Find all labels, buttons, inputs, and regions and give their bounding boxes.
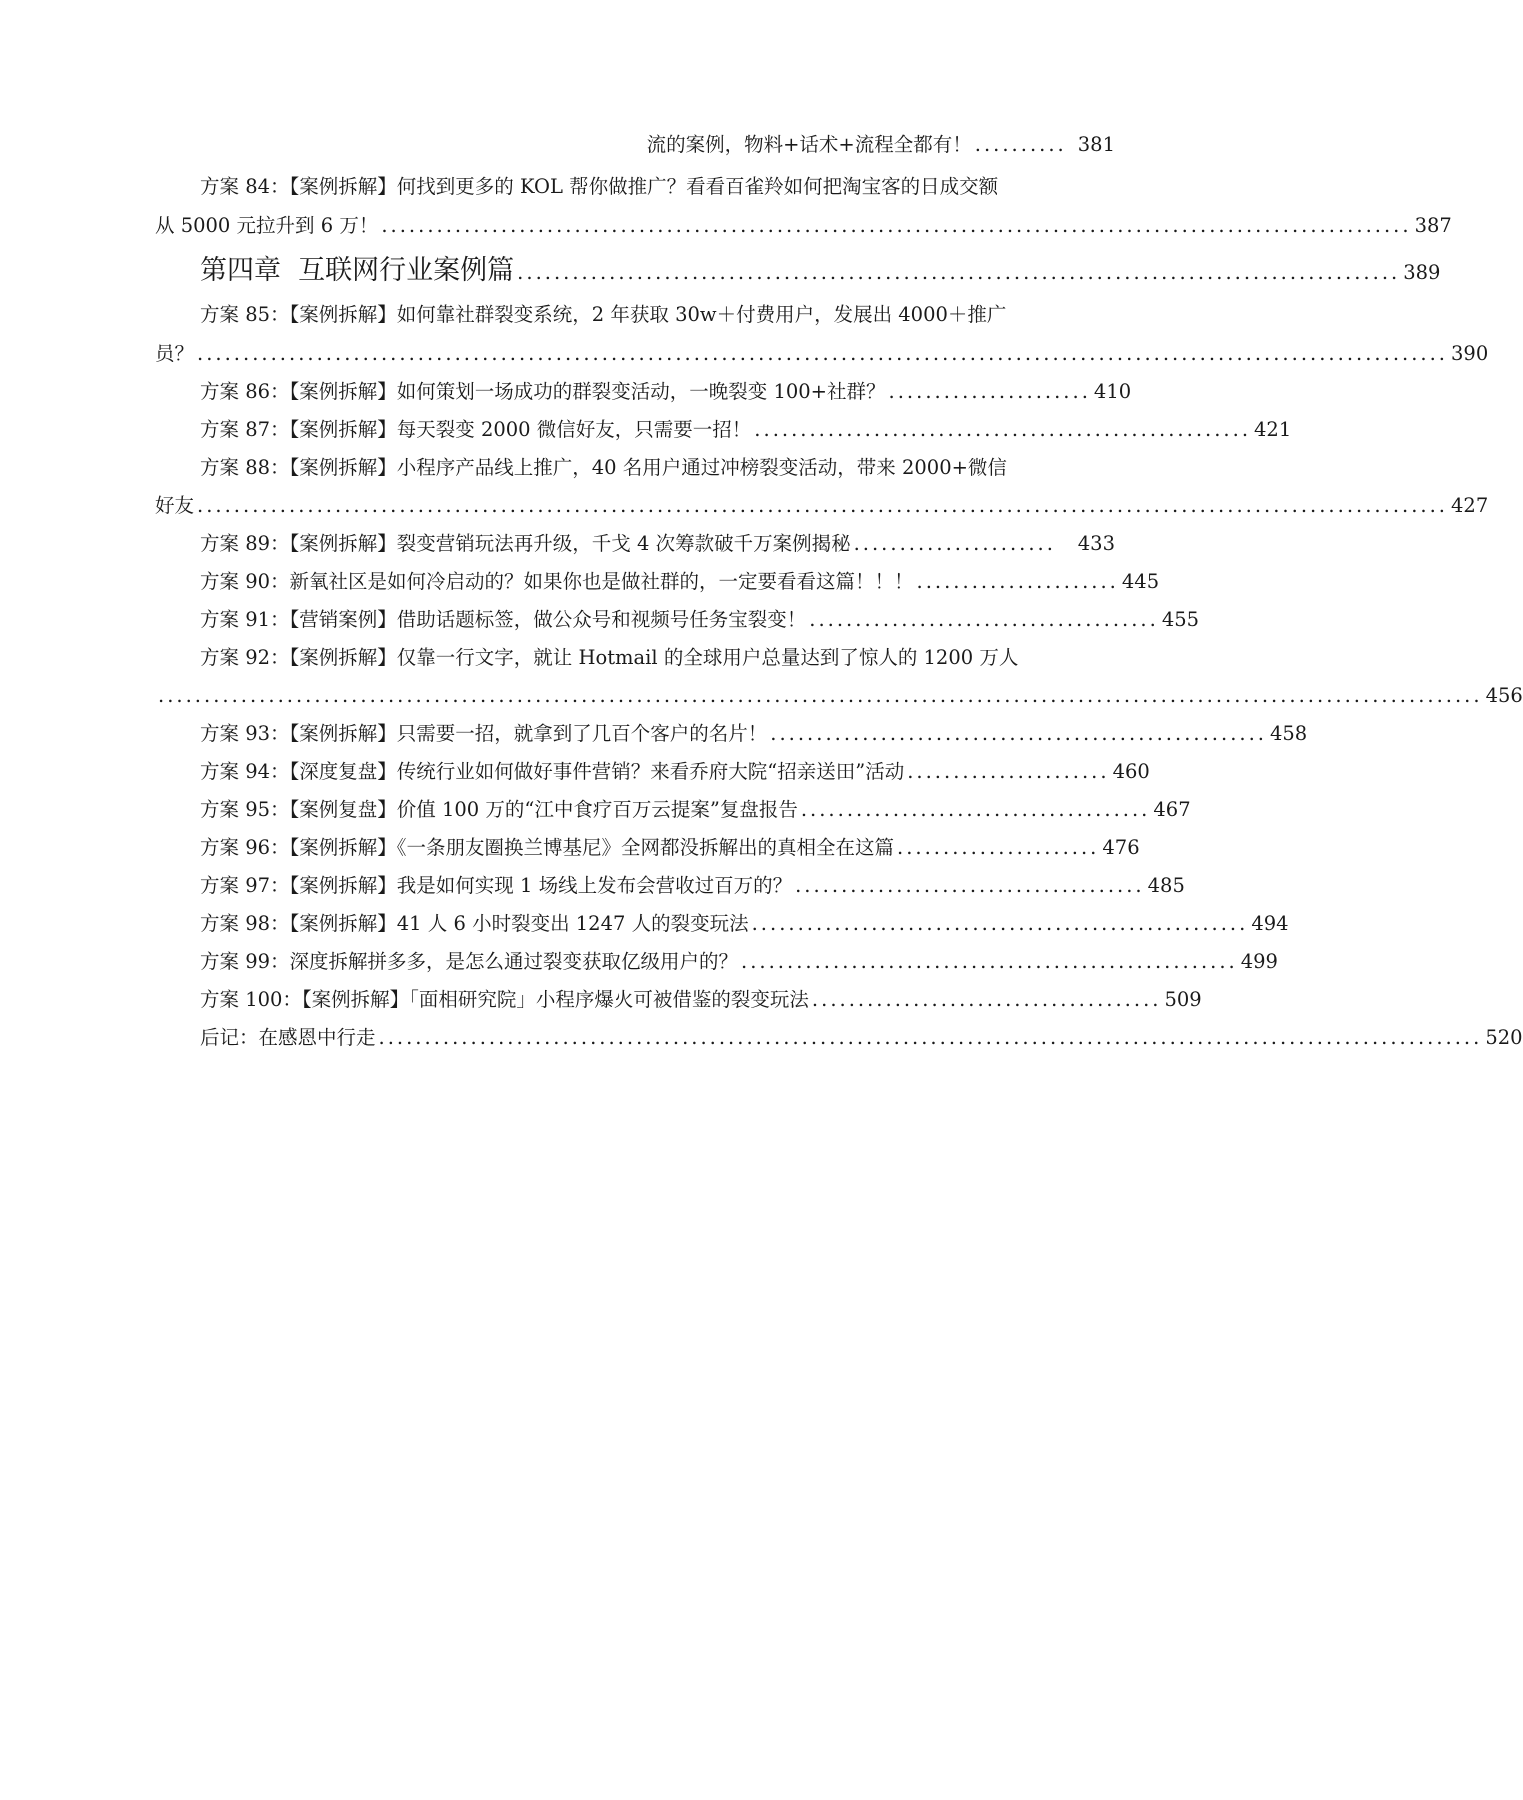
toc-entry-title: 方案 94：【深度复盘】传统行业如何做好事件营销？来看乔府大院“招亲送田”活动 <box>200 760 905 783</box>
toc-entry[interactable] <box>200 719 1308 749</box>
toc-page-number: 410 <box>1093 380 1132 403</box>
dot-leader: ...................................... <box>809 608 1159 631</box>
toc-page-number: 476 <box>1102 836 1140 859</box>
toc-page-number: 520 <box>1485 1026 1523 1049</box>
toc-page-number: 494 <box>1251 912 1289 935</box>
dot-leader: ...................... <box>916 570 1119 593</box>
toc-entry[interactable] <box>200 300 1115 330</box>
toc-entry-title: 从 5000 元拉升到 6 万！ <box>155 214 379 237</box>
toc-entry[interactable] <box>200 453 1115 483</box>
toc-page-number: 456 <box>1485 684 1523 707</box>
toc-entry-title: 方案 89：【案例拆解】裂变营销玩法再升级，千戈 4 次筹款破千万案例揭秘 <box>200 532 851 555</box>
toc-entry-title: 员？ <box>155 342 195 365</box>
toc-entry-title: 方案 96：【案例拆解】《一条朋友圈换兰博基尼》全网都没拆解出的真相全在这篇 <box>200 836 895 859</box>
toc-entry-title: 好友 <box>155 494 195 517</box>
dot-leader: ...................... <box>853 532 1056 555</box>
toc-page-number: 485 <box>1147 874 1185 897</box>
chapter-title: 第四章 互联网行业案例篇 <box>200 255 515 286</box>
toc-entry-title: 方案 92：【案例拆解】仅靠一行文字，就让 Hotmail 的全球用户总量达到了惊人的 1200 万人 <box>200 646 1019 669</box>
toc-page-number: 389 <box>1403 261 1441 284</box>
toc-page-number: 433 <box>1077 532 1115 555</box>
toc-entry-title: 后记：在感恩中行走 <box>200 1026 376 1049</box>
toc-page-number: 509 <box>1164 988 1202 1011</box>
toc-chapter-heading[interactable] <box>200 253 1441 289</box>
toc-entry[interactable] <box>200 871 1185 901</box>
toc-entry-title: 方案 90：新氧社区是如何冷启动的？如果你也是做社群的，一定要看看这篇！！！ <box>200 570 914 593</box>
toc-entry[interactable] <box>200 605 1200 635</box>
toc-entry[interactable] <box>200 909 1289 939</box>
dot-leader: ...................... <box>888 380 1091 403</box>
toc-entry-continuation[interactable] <box>155 681 1523 711</box>
toc-entry-title: 方案 86：【案例拆解】如何策划一场成功的群裂变活动，一晚裂变 100+社群？ <box>200 380 886 403</box>
dot-leader: ........................................................................................................................................ <box>197 494 1449 517</box>
toc-entry-title: 方案 84：【案例拆解】何找到更多的 KOL 帮你做推广？看看百雀羚如何把淘宝客的日成交额 <box>200 175 999 198</box>
toc-entry-title: 方案 93：【案例拆解】只需要一招，就拿到了几百个客户的名片！ <box>200 722 768 745</box>
toc-page-number: 387 <box>1414 214 1452 237</box>
toc-entry-title: 方案 88：【案例拆解】小程序产品线上推广，40 名用户通过冲榜裂变活动，带来 2000+微信 <box>200 456 1007 479</box>
toc-page-number: 458 <box>1269 722 1308 745</box>
toc-entry-title: 方案 97：【案例拆解】我是如何实现 1 场线上发布会营收过百万的？ <box>200 874 793 897</box>
dot-leader: ...................................................... <box>770 722 1267 745</box>
toc-page-number: 455 <box>1161 608 1200 631</box>
toc-entry[interactable] <box>200 1023 1523 1053</box>
toc-entry[interactable] <box>200 415 1292 445</box>
dot-leader: ................................................................................................ <box>517 261 1401 284</box>
toc-page-number: 467 <box>1153 798 1191 821</box>
toc-entry[interactable] <box>200 567 1160 597</box>
toc-page-number: 390 <box>1451 342 1489 365</box>
dot-leader: ........................................................................................................................................ <box>197 342 1449 365</box>
toc-page-number: 381 <box>1077 133 1115 156</box>
dot-leader: ...................................... <box>795 874 1145 897</box>
toc-entry-continuation[interactable] <box>155 130 1115 160</box>
toc-page-number: 445 <box>1121 570 1160 593</box>
toc-entry-continuation[interactable] <box>155 211 1452 241</box>
dot-leader: ........................................................................................................................ <box>378 1026 1483 1049</box>
dot-leader: ................................................................................................................ <box>381 214 1412 237</box>
toc-entry-title: 方案 85：【案例拆解】如何靠社群裂变系统，2 年获取 30w＋付费用户，发展出 4000＋推广 <box>200 303 1007 326</box>
toc-entry-title: 方案 95：【案例复盘】价值 100 万的“江中食疗百万云提案”复盘报告 <box>200 798 798 821</box>
toc-entry[interactable] <box>200 529 1115 559</box>
toc-entry-title: 方案 91：【营销案例】借助话题标签，做公众号和视频号任务宝裂变！ <box>200 608 807 631</box>
dot-leader: ...................................... <box>811 988 1162 1011</box>
toc-page-number: 421 <box>1254 418 1292 441</box>
dot-leader: .......... <box>974 133 1067 156</box>
toc-page-number: 460 <box>1112 760 1150 783</box>
toc-entry[interactable] <box>200 757 1150 787</box>
toc-page-number: 499 <box>1240 950 1278 973</box>
toc-entry[interactable] <box>200 377 1132 407</box>
toc-entry[interactable] <box>200 947 1278 977</box>
toc-entry-title: 流的案例，物料+话术+流程全都有！ <box>646 133 972 156</box>
toc-entry-continuation[interactable] <box>155 339 1489 369</box>
dot-leader: ...................................................... <box>754 418 1252 441</box>
toc-entry-title: 方案 99：深度拆解拼多多，是怎么通过裂变获取亿级用户的？ <box>200 950 739 973</box>
toc-entry[interactable] <box>200 795 1191 825</box>
toc-page-number: 427 <box>1451 494 1489 517</box>
dot-leader: ...................... <box>897 836 1100 859</box>
dot-leader: ................................................................................................................................................ <box>158 684 1483 707</box>
toc-entry-title: 方案 100：【案例拆解】「面相研究院」小程序爆火可被借鉴的裂变玩法 <box>200 988 809 1011</box>
toc-entry[interactable] <box>200 172 1115 202</box>
dot-leader: ...................................................... <box>751 912 1249 935</box>
toc-entry[interactable] <box>200 643 1115 673</box>
toc-entry-title: 方案 98：【案例拆解】41 人 6 小时裂变出 1247 人的裂变玩法 <box>200 912 749 935</box>
dot-leader: ...................................................... <box>741 950 1238 973</box>
toc-entry-continuation[interactable] <box>155 491 1489 521</box>
dot-leader: ...................... <box>907 760 1110 783</box>
dot-leader: ...................................... <box>800 798 1151 821</box>
toc-entry[interactable] <box>200 985 1202 1015</box>
toc-entry-title: 方案 87：【案例拆解】每天裂变 2000 微信好友，只需要一招！ <box>200 418 752 441</box>
toc-entry[interactable] <box>200 833 1140 863</box>
